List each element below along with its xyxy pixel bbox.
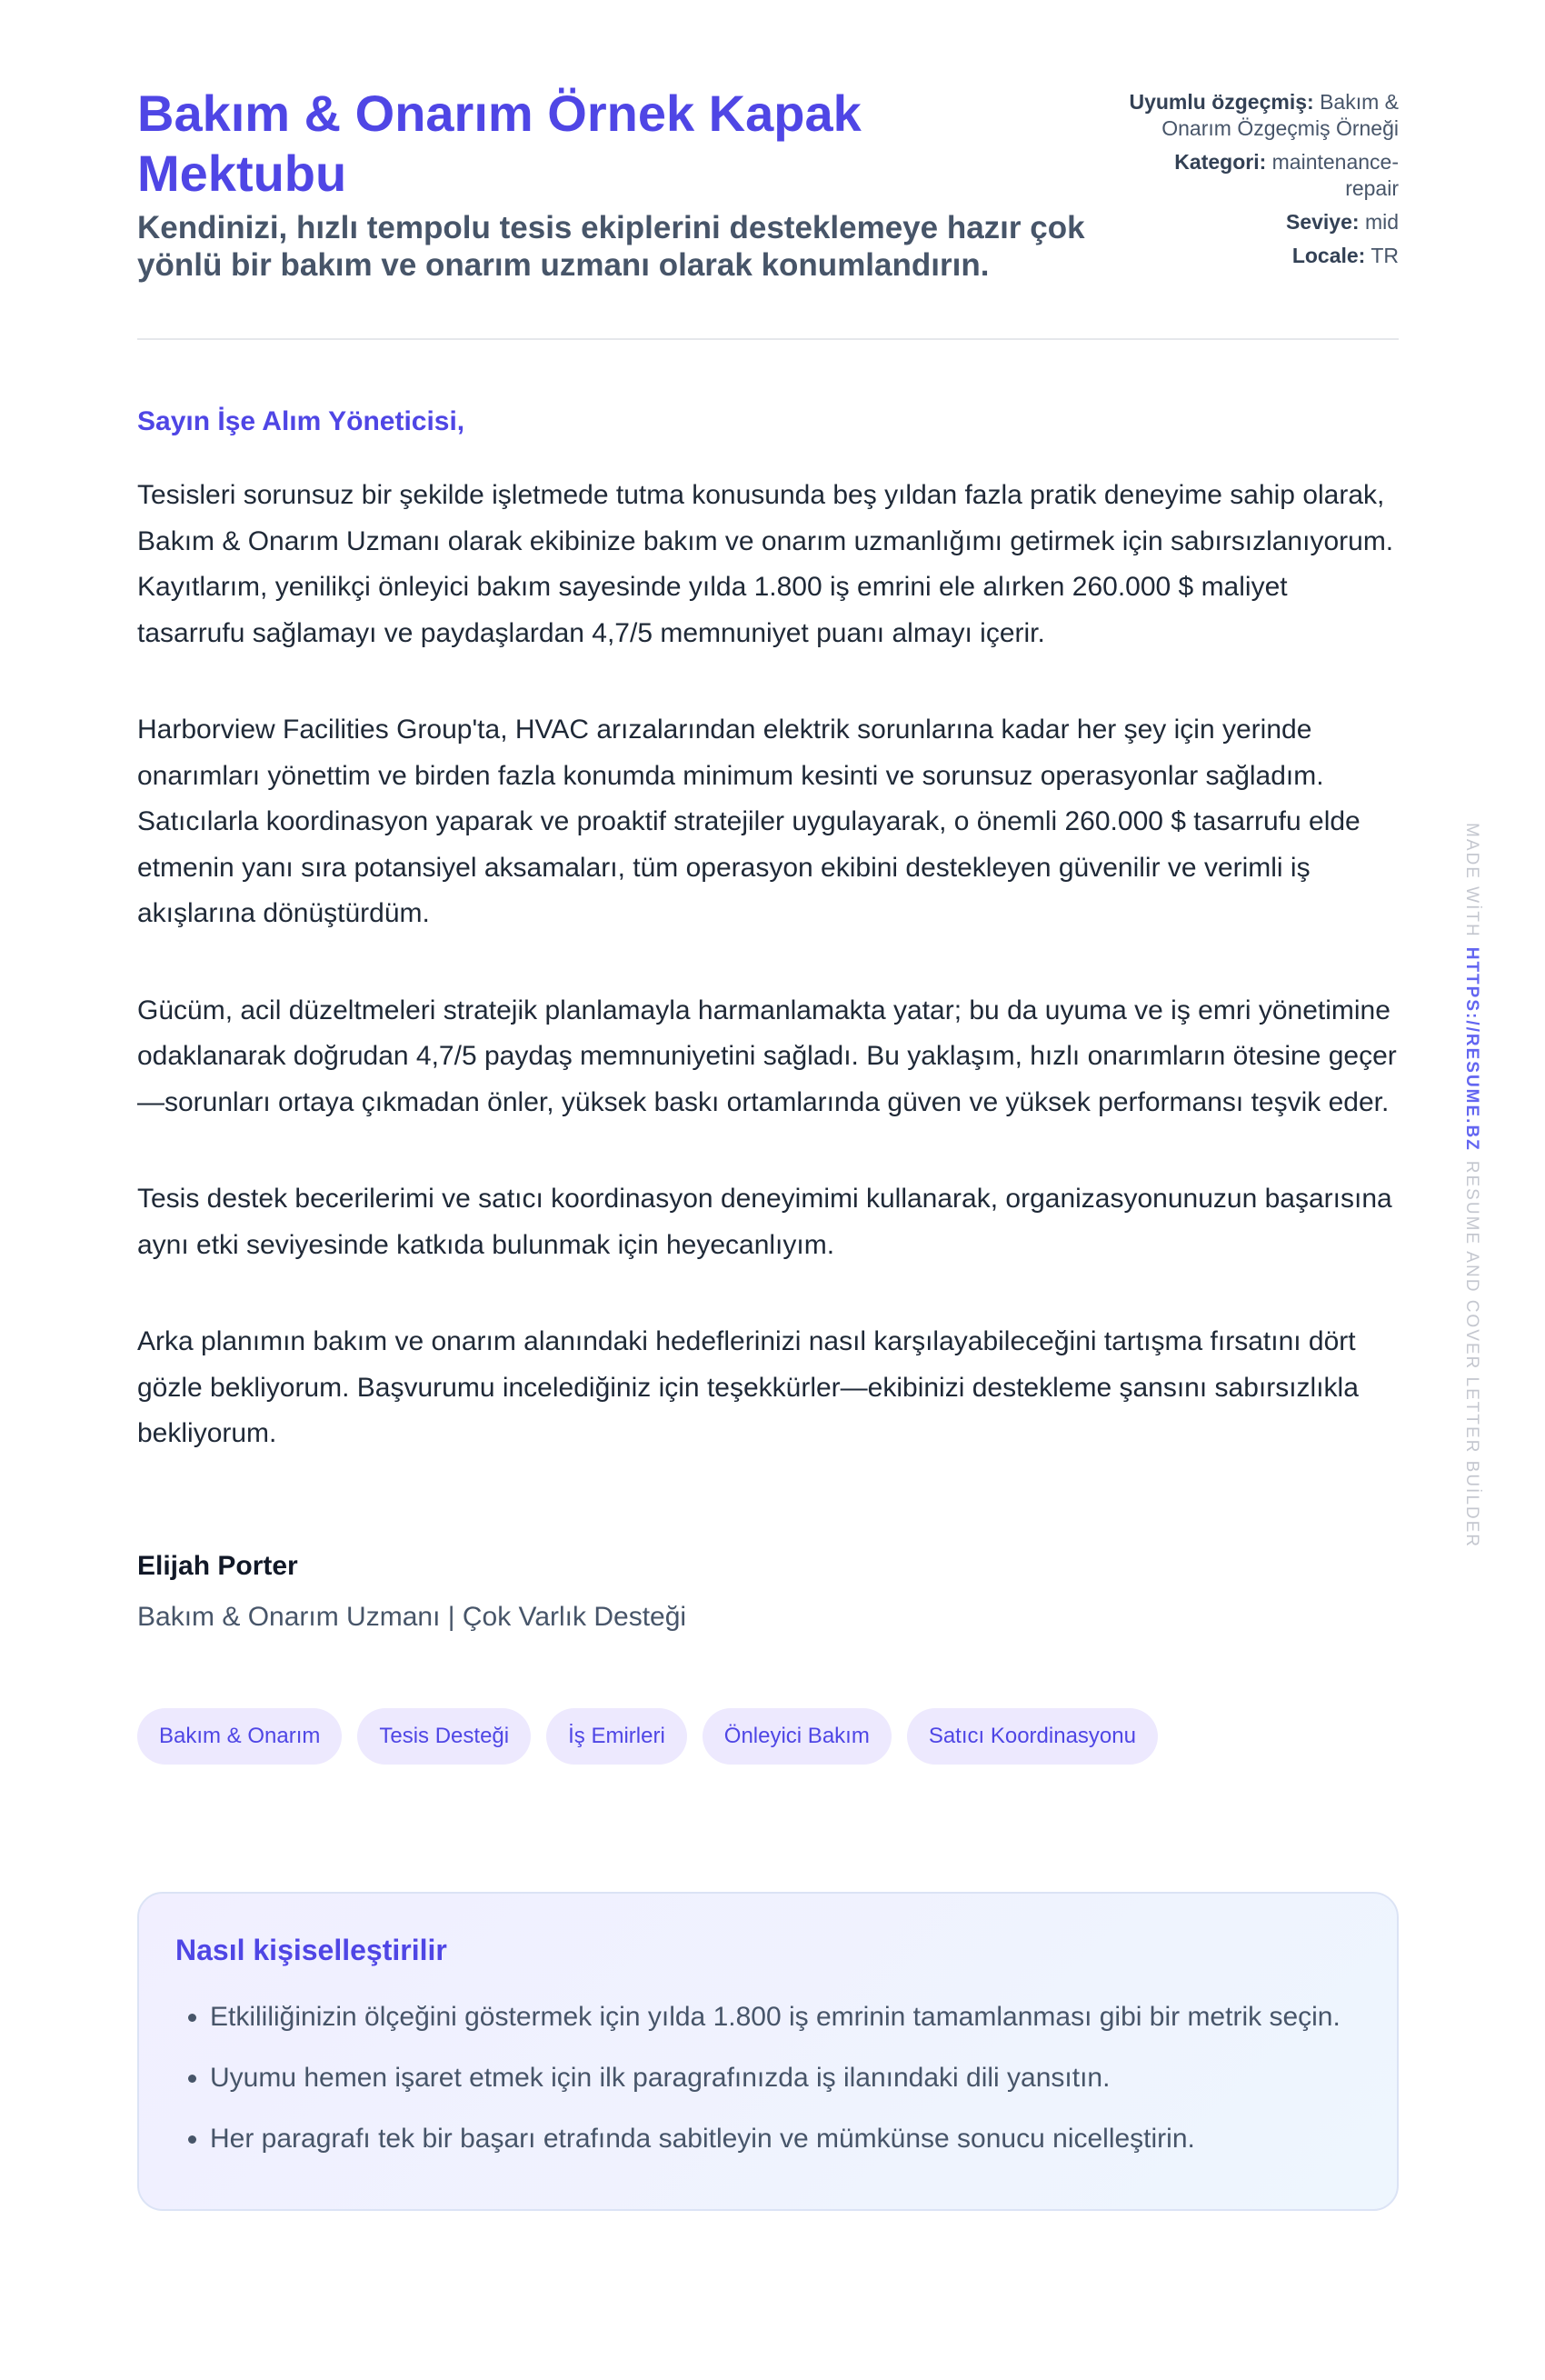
paragraph: Gücüm, acil düzeltmeleri stratejik planlamayla harmanlamakta yatar; bu da uyuma ve iş emri yönetimine odaklanarak doğrudan 4,7/5 paydaş memnuniyetini sağladı. Bu yaklaşım, hızlı onarımların ötesine geçer—sorunları ortaya çıkmadan önler, yüksek baskı ortamlarında güven ve yüksek performansı teşvik eder. bbox=[137, 995, 1397, 1117]
meta-category: Kategori: maintenance-repair bbox=[1174, 150, 1399, 200]
page-title: Bakım & Onarım Örnek Kapak Mektubu bbox=[137, 85, 862, 202]
tips-title: Nasıl kişiselleştirilir bbox=[175, 1933, 447, 1966]
cover-letter bbox=[137, 84, 1399, 2211]
signature-title: Bakım & Onarım Uzmanı | Çok Varlık Desteği bbox=[137, 1601, 687, 1632]
tips-list bbox=[175, 1994, 1361, 2162]
customization-tips bbox=[137, 1892, 1399, 2211]
signature bbox=[137, 1548, 1399, 1635]
salutation: Sayın İşe Alım Yöneticisi, bbox=[137, 406, 465, 436]
paragraph: Tesisleri sorunsuz bir şekilde işletmede tutma konusunda beş yıldan fazla pratik deneyime sahip olarak, Bakım & Onarım Uzmanı olarak ekibinize bakım ve onarım uzmanlığımı getirmek için sabırsızlanıyorum. Kayıtlarım, yenilikçi önleyici bakım sayesinde yılda 1.800 iş emrini ele alırken 260.000 $ maliyet tasarrufu sağlamayı ve paydaşlardan 4,7/5 memnuniyet puanı almayı içerir. bbox=[137, 480, 1394, 648]
signature-name: Elijah Porter bbox=[137, 1550, 298, 1581]
meta-locale: Locale: TR bbox=[1291, 244, 1399, 267]
tag-list bbox=[137, 1708, 1399, 1765]
meta-level: Seviye: mid bbox=[1285, 210, 1399, 234]
tag: Bakım & Onarım bbox=[137, 1708, 342, 1765]
meta-info bbox=[1126, 84, 1399, 284]
tip-item: • Her paragrafı tek bir başarı etrafında sabitleyin ve mümkünse sonucu nicelleştirin. bbox=[210, 2115, 1361, 2162]
tag: İş Emirleri bbox=[546, 1708, 687, 1765]
tip-item: • Uyumu hemen işaret etmek için ilk paragrafınızda iş ilanındaki dili yansıtın. bbox=[210, 2055, 1361, 2101]
made-with-watermark: MADE WİTHHTTPS://RESUME.BZRESUME AND COVER LETTER BUİLDER bbox=[1462, 823, 1481, 1549]
paragraph: Tesis destek becerilerimi ve satıcı koordinasyon deneyimimi kullanarak, organizasyonunuzun başarısına aynı etki seviyesinde katkıda bulunmak için heyecanlıyım. bbox=[137, 1184, 1392, 1260]
paragraph: Arka planımın bakım ve onarım alanındaki hedeflerinizi nasıl karşılayabileceğini tartışma fırsatını dört gözle bekliyorum. Başvurumu incelediğiniz için teşekkürler—ekibinizi destekleme şansını sabırsızlıkla bekliyorum. bbox=[137, 1326, 1359, 1448]
tip-item: • Etkililiğinizin ölçeğini göstermek için yılda 1.800 iş emrinin tamamlanması gibi bir metrik seçin. bbox=[210, 1994, 1361, 2040]
header bbox=[137, 84, 1399, 340]
resume-bz-link[interactable]: HTTPS://RESUME.BZ bbox=[1462, 946, 1481, 1152]
page-subtitle: Kendinizi, hızlı tempolu tesis ekiplerini desteklemeye hazır çok yönlü bir bakım ve onarım uzmanı olarak konumlandırın. bbox=[137, 210, 1085, 283]
tag: Tesis Desteği bbox=[357, 1708, 531, 1765]
tag: Satıcı Koordinasyonu bbox=[907, 1708, 1158, 1765]
meta-resume: Uyumlu özgeçmiş: Bakım & Onarım Özgeçmiş Örneği bbox=[1129, 90, 1399, 140]
tag: Önleyici Bakım bbox=[703, 1708, 892, 1765]
paragraph: Harborview Facilities Group'ta, HVAC arızalarından elektrik sorunlarına kadar her şey için yerinde onarımları yönettim ve birden fazla konumda minimum kesinti ve sorunsuz operasyonlar sağladım. Satıcılarla koordinasyon yaparak ve proaktif stratejiler uygulayarak, o önemli 260.000 $ tasarrufu elde etmenin yanı sıra potansiyel aksamaları, tüm operasyon ekibini destekleyen güvenilir ve verimli iş akışlarına dönüştürdüm. bbox=[137, 715, 1361, 928]
